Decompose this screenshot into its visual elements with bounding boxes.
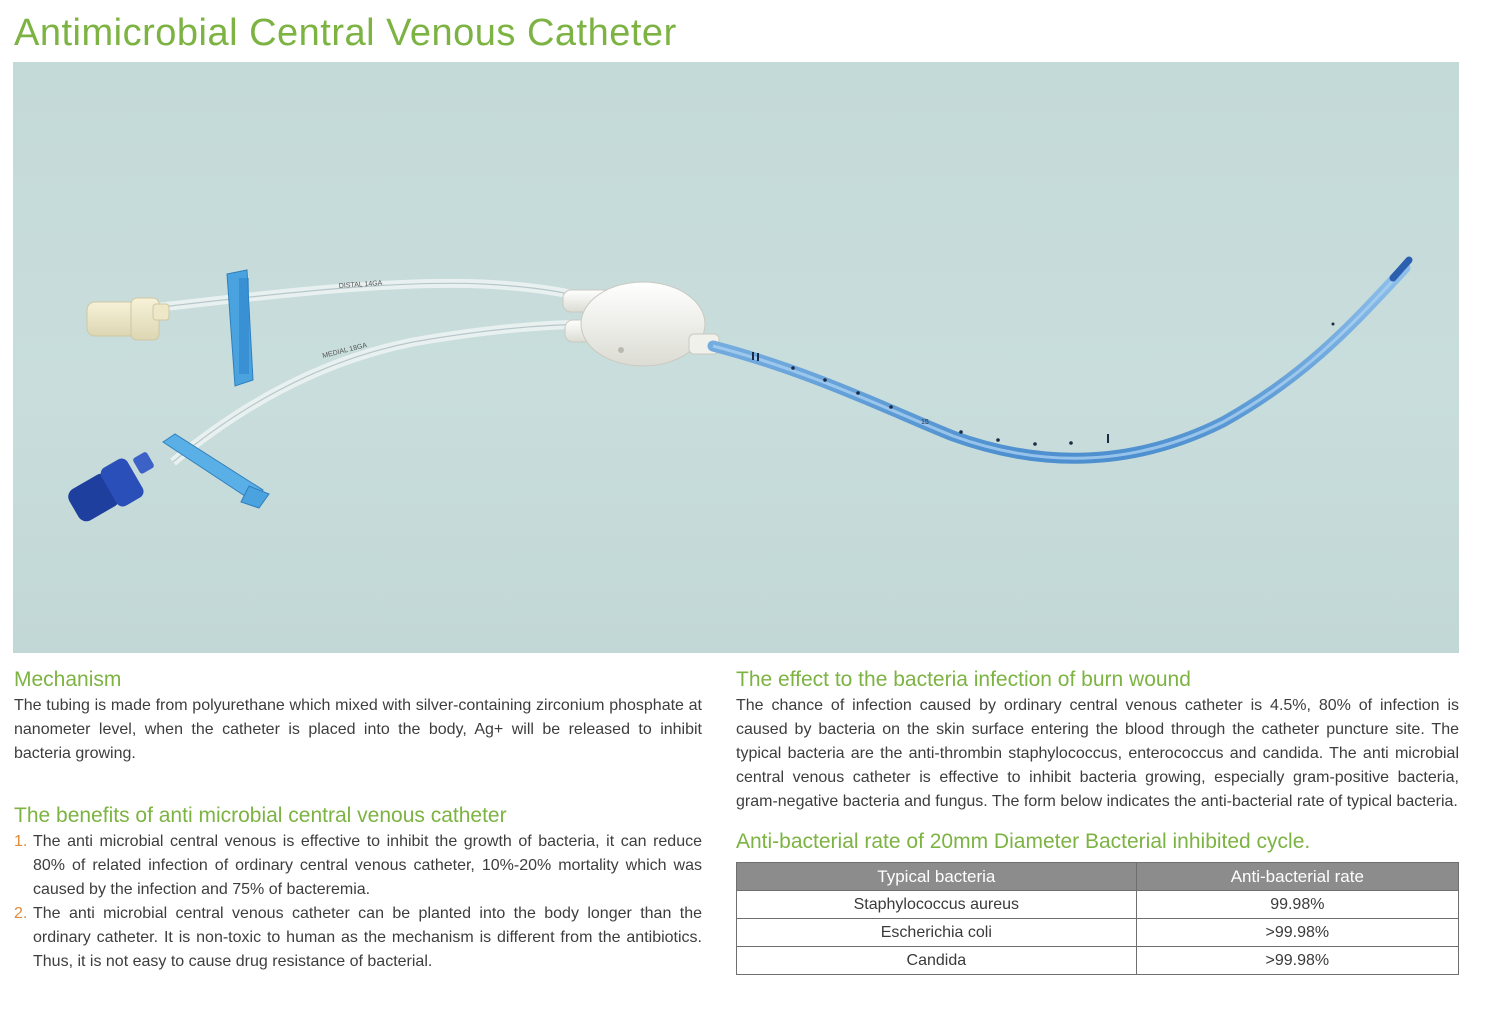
benefit-item [14, 830, 702, 902]
tube-label-medial: MEDIAL 18GA [321, 342, 368, 360]
column-header-rate: Anti-bacterial rate [1136, 863, 1458, 891]
effect-heading: The effect to the bacteria infection of burn wound [736, 668, 1191, 691]
tube-label-distal: DISTAL 14GA [338, 279, 383, 290]
catheter-illustration [13, 62, 1459, 653]
depth-mark-label: 15 [921, 419, 929, 426]
clamp-top [227, 270, 253, 386]
benefit-text: The anti microbial central venous catheter can be planted into the body longer than the ordinary catheter. It is non-toxic to human as the mechanism is different from the antibiotics. Thus, it is not easy to cause drug resistance of bacterial. [33, 905, 702, 970]
page-title: Antimicrobial Central Venous Catheter [14, 12, 677, 54]
mechanism-heading: Mechanism [14, 668, 122, 691]
bacteria-cell: Staphylococcus aureus [737, 891, 1137, 919]
effect-text: The chance of infection caused by ordinary central venous catheter is 4.5%, 80% of infection is caused by bacteria on the skin surface entering the blood through the catheter puncture site. The typical bacteria are the anti-thrombin staphylococcus, enterococcus and candida. The anti microbial central venous catheter is effective to inhibit bacteria growing, especially gram-positive bacteria, gram-negative bacteria and fungus. The form below indicates the anti-bacterial rate of typical bacteria. [736, 697, 1459, 810]
rate-cell: 99.98% [1136, 891, 1458, 919]
right-column [736, 666, 1459, 975]
mechanism-text: The tubing is made from polyurethane which mixed with silver-containing zirconium phosphate at nanometer level, when the catheter is placed into the body, Ag+ will be released to inhibit bacteria growing. [14, 697, 702, 762]
rate-cell: >99.98% [1136, 947, 1458, 975]
clamp-bottom [163, 434, 269, 508]
junction-hub [563, 282, 719, 366]
benefit-number: 1. [14, 833, 28, 850]
table-header-row [737, 863, 1459, 891]
benefit-text: The anti microbial central venous is effective to inhibit the growth of bacteria, it can reduce 80% of related infection of ordinary central venous catheter, 10%-20% mortality which was caused by the infection and 75% of bacteremia. [33, 833, 702, 898]
rate-cell: >99.98% [1136, 919, 1458, 947]
table-row [737, 919, 1459, 947]
anti-bacterial-rate-table [736, 862, 1459, 975]
dark-blue-luer-hub [65, 451, 155, 525]
bacteria-cell: Escherichia coli [737, 919, 1137, 947]
column-header-bacteria: Typical bacteria [737, 863, 1137, 891]
table-row [737, 947, 1459, 975]
cream-luer-hub [87, 298, 169, 340]
benefits-list [14, 830, 702, 974]
bacteria-cell: Candida [737, 947, 1137, 975]
rate-table-heading: Anti-bacterial rate of 20mm Diameter Bacterial inhibited cycle. [736, 830, 1311, 853]
benefit-item [14, 902, 702, 974]
benefit-number: 2. [14, 905, 28, 922]
benefits-heading: The benefits of anti microbial central venous catheter [14, 804, 507, 827]
product-photo [13, 62, 1459, 653]
left-column [14, 666, 702, 974]
catheter-body [713, 268, 1405, 458]
table-row [737, 891, 1459, 919]
